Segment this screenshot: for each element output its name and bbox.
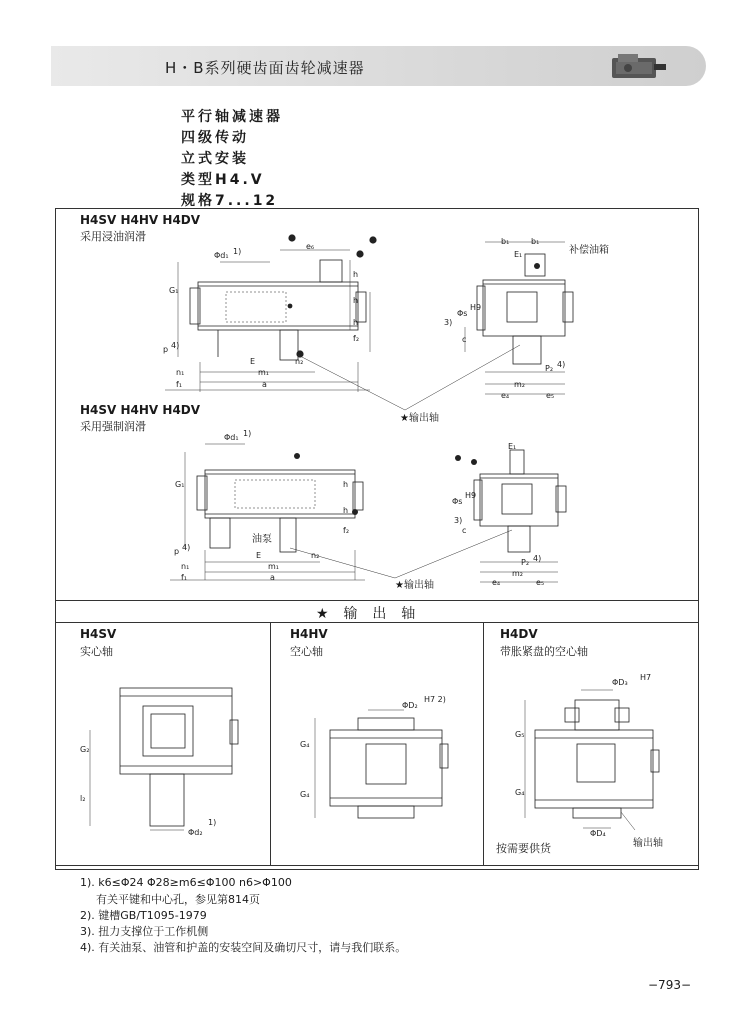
section1-models: H4SV H4HV H4DV	[80, 213, 201, 227]
dim-h: h	[353, 270, 359, 279]
dim-e4: e₄	[492, 578, 501, 587]
dim-G4: G₄	[515, 788, 525, 797]
dim-D2: ΦD₂	[402, 701, 418, 710]
dim-G4: G₄	[300, 790, 310, 799]
dim-d1-note: 1)	[233, 247, 242, 256]
dim-G2: G₂	[80, 745, 90, 754]
dim-D3: ΦD₃	[612, 678, 628, 687]
dim-c-note: 3)	[454, 516, 463, 525]
dim-n1: n₁	[181, 562, 190, 571]
dim-G4: G₄	[300, 740, 310, 749]
note: 有关平键和中心孔，参见第814页	[96, 893, 260, 906]
spec-line: 立式安装	[181, 151, 249, 167]
section2-method: 采用强制润滑	[80, 420, 146, 433]
dim-D2-note: H7 2)	[424, 695, 446, 704]
page-number: −793−	[648, 978, 692, 992]
spec-line: 规格7...12	[181, 193, 279, 209]
dim-d2-note: 1)	[208, 818, 217, 827]
dim-E1: E₁	[508, 442, 517, 451]
dim-m1: m₁	[268, 562, 279, 571]
spec-line: 四级传动	[181, 130, 249, 146]
dim-E1: E₁	[514, 250, 523, 259]
dim-c: c	[462, 526, 467, 535]
dim-h: h	[353, 296, 359, 305]
dim-p: p	[163, 345, 169, 354]
dim-s: Φs	[452, 497, 463, 506]
h4sv-drawing	[95, 680, 255, 850]
dim-e5: e₅	[536, 578, 545, 587]
note: 2). 键槽GB/T1095-1979	[80, 909, 207, 922]
dim-e4: e₄	[501, 391, 510, 400]
dim-h: h	[343, 506, 349, 515]
dim-d1: Φd₁	[214, 251, 229, 260]
dim-p: p	[174, 547, 180, 556]
dim-E: E	[250, 357, 256, 366]
dim-f2: f₂	[343, 526, 350, 535]
spec-line: 类型H4.V	[181, 172, 265, 188]
dim-E: E	[256, 551, 262, 560]
dim-n2: n₂	[311, 551, 320, 560]
dim-m1: m₁	[258, 368, 269, 377]
dim-d1: Φd₁	[224, 433, 239, 442]
page-title: H・B系列硬齿面齿轮减速器	[165, 59, 365, 77]
dim-d1-note: 1)	[243, 429, 252, 438]
output-type-code: H4HV	[290, 627, 328, 641]
section2-end-view	[450, 440, 580, 590]
dim-h: h	[353, 318, 359, 327]
supply-note: 按需要供货	[496, 842, 551, 855]
dim-p-note: 4)	[182, 543, 191, 552]
h4hv-drawing	[310, 700, 460, 840]
output-type-code: H4SV	[80, 627, 117, 641]
dim-f1: f₁	[181, 573, 188, 582]
note: 3). 扭力支撑位于工作机侧	[80, 925, 209, 938]
dim-d2: Φd₂	[188, 828, 203, 837]
dim-e5: e₅	[546, 391, 555, 400]
dim-m2: m₂	[512, 569, 523, 578]
oil-pump-label: 油泵	[252, 534, 272, 545]
dim-P2-note: 4)	[533, 554, 542, 563]
output-shaft-label: ★输出轴	[400, 413, 439, 424]
output-type-code: H4DV	[500, 627, 538, 641]
dim-f2: f₂	[353, 334, 360, 343]
section1-method: 采用浸油润滑	[80, 230, 146, 243]
dim-p-note: 4)	[171, 341, 180, 350]
dim-G5: G₅	[515, 730, 525, 739]
dim-l2: l₂	[80, 794, 86, 803]
dim-n1: n₁	[176, 368, 185, 377]
dim-D4: ΦD₄	[590, 829, 606, 838]
output-shaft-label: 输出轴	[633, 838, 663, 849]
dim-m2: m₂	[514, 380, 525, 389]
output-type-desc: 空心轴	[290, 645, 323, 658]
dim-b1: b₁	[501, 237, 510, 246]
h4dv-drawing	[525, 680, 675, 840]
dim-P2-note: 4)	[557, 360, 566, 369]
dim-f1: f₁	[176, 380, 183, 389]
dim-G1: G₁	[175, 480, 185, 489]
dim-s-sup: H9	[470, 303, 482, 312]
dim-n2: n₂	[295, 357, 304, 366]
output-type-desc: 实心轴	[80, 645, 113, 658]
note: 4). 有关油泵、油管和护盖的安装空间及确切尺寸，请与我们联系。	[80, 941, 407, 954]
dim-a: a	[270, 573, 275, 582]
dim-s-sup: H9	[465, 491, 477, 500]
output-shaft-label: ★输出轴	[395, 580, 434, 591]
dim-s: Φs	[457, 309, 468, 318]
dim-D3-note: H7	[640, 673, 652, 682]
dim-P2: P₂	[521, 558, 530, 567]
dim-a: a	[262, 380, 267, 389]
output-section-title: ★ 输 出 轴	[316, 606, 418, 622]
section2-models: H4SV H4HV H4DV	[80, 403, 201, 417]
dim-c-note: 3)	[444, 318, 453, 327]
note: 1). k6≤Φ24 Φ28≥m6≤Φ100 n6>Φ100	[80, 876, 292, 889]
dim-b1: b₁	[531, 237, 540, 246]
dim-h: h	[343, 480, 349, 489]
dim-P2: P₂	[545, 364, 554, 373]
dim-G1: G₁	[169, 286, 179, 295]
spec-line: 平行轴减速器	[181, 109, 283, 125]
compensation-tank-label: 补偿油箱	[569, 245, 609, 256]
dim-e6: e₆	[306, 242, 315, 251]
output-type-desc: 带胀紧盘的空心轴	[500, 645, 588, 658]
dim-c: c	[462, 335, 467, 344]
